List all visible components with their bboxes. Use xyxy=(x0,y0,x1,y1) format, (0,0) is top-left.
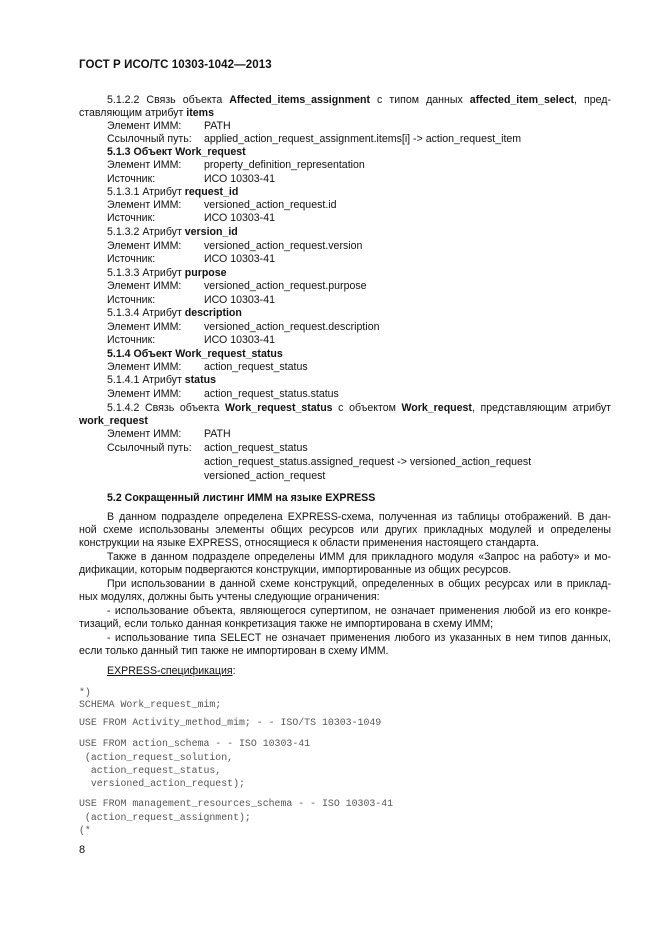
clause-text: с объектом xyxy=(332,402,402,414)
field-value: property_definition_representation xyxy=(204,159,365,171)
field-label: Источник: xyxy=(107,212,156,224)
code-line: (action_request_assignment); xyxy=(79,812,251,823)
field-value: ИСО 10303-41 xyxy=(204,173,275,185)
field-value: versioned_action_request.version xyxy=(204,240,363,252)
paragraph-line: тизаций, если только данная конкретизация также не импортирована в схему ИММ; xyxy=(79,618,494,630)
clause-text: ставляющим атрибут xyxy=(79,107,187,119)
code-line: *) xyxy=(79,687,91,698)
attribute-name: version_id xyxy=(184,226,238,238)
assignment-clause-line-1 xyxy=(79,94,611,107)
paragraph-line: - использование типа SELECT не означает применения любого из указанных в нем типов данных, xyxy=(107,632,611,644)
attribute-number: 5.1.3.1 Атрибут xyxy=(107,186,185,198)
section-heading-work-request-status: 5.1.4 Объект Work_request_status xyxy=(107,348,283,360)
field-value: PATH xyxy=(204,120,231,132)
attribute-heading xyxy=(107,267,227,280)
attribute-name: description xyxy=(184,307,242,319)
entity-name: Affected_items_assignment xyxy=(229,94,370,106)
code-line: SCHEMA Work_request_mim; xyxy=(79,699,222,710)
attribute-number: 5.1.3.4 Атрибут xyxy=(107,307,185,319)
section-heading-express-listing: 5.2 Сокращенный листинг ИММ на языке EXPRESS xyxy=(107,492,376,504)
field-label: Источник: xyxy=(107,294,156,306)
entity-name: Work_request_status xyxy=(225,402,333,414)
field-label: Элемент ИММ: xyxy=(107,240,182,252)
field-value: versioned_action_request.id xyxy=(204,199,337,211)
attribute-heading xyxy=(107,226,238,239)
field-label: Элемент ИММ: xyxy=(107,280,182,292)
field-value: applied_action_request_assignment.items[i] -> action_request_item xyxy=(204,133,522,145)
field-label: Элемент ИММ: xyxy=(107,428,182,440)
field-label: Ссылочный путь: xyxy=(107,133,192,145)
attribute-number: 5.1.3.3 Атрибут xyxy=(107,267,185,279)
field-label: Источник: xyxy=(107,253,156,265)
paragraph-line: ной схеме использованы элементы общих ресурсов или других прикладных модулей и определены xyxy=(79,524,611,536)
paragraph-line: дификации, которым подвергаются конструкции, импортированные из общих ресурсов. xyxy=(79,564,512,576)
attribute-number: 5.1.4.1 Атрибут xyxy=(107,374,185,386)
page-number: 8 xyxy=(79,844,86,856)
field-value: versioned_action_request.purpose xyxy=(204,280,367,292)
attribute-heading xyxy=(107,186,238,199)
attribute-name: work_request xyxy=(79,415,148,427)
paragraph-line: конструкции на языке EXPRESS, относящиеся к области применения настоящего стандарта. xyxy=(79,537,539,549)
code-line: (* xyxy=(79,825,91,836)
assignment-clause-line-2 xyxy=(79,107,214,120)
field-value: action_request_status.status xyxy=(204,388,339,400)
field-label: Элемент ИММ: xyxy=(107,361,182,373)
express-spec-text: EXPRESS-спецификация xyxy=(107,665,233,677)
code-line: action_request_status, xyxy=(79,765,222,776)
attribute-name: items xyxy=(186,107,214,119)
paragraph-line: В данном подразделе определена EXPRESS-схема, полученная из таблицы отображений. В дан- xyxy=(107,511,611,523)
clause-text: с типом данных xyxy=(370,94,470,106)
code-line: USE FROM Activity_method_mim; - - ISO/TS 10303-1049 xyxy=(79,717,382,728)
express-spec-label xyxy=(107,665,236,678)
reference-path-continuation: versioned_action_request xyxy=(204,470,326,482)
attribute-name: request_id xyxy=(184,186,239,198)
field-value: versioned_action_request.description xyxy=(204,321,380,333)
attribute-number: 5.1.3.2 Атрибут xyxy=(107,226,185,238)
field-label: Элемент ИММ: xyxy=(107,199,182,211)
clause-number: 5.1.4.2 Связь объекта xyxy=(107,402,226,414)
paragraph-line: ных модулях, должны быть учтены следующие ограничения: xyxy=(79,591,380,603)
attribute-heading xyxy=(107,307,242,320)
clause-text: , пред- xyxy=(574,94,612,106)
field-label: Элемент ИММ: xyxy=(107,388,182,400)
paragraph-line: если только данный тип также не импортирован в схему ИММ. xyxy=(79,645,389,657)
code-line: (action_request_solution, xyxy=(79,752,234,763)
paragraph-line: - использование объекта, являющегося супертипом, не означает применения любой из его конкре- xyxy=(107,605,611,617)
type-name: affected_item_select xyxy=(469,94,575,106)
paragraph-line: Также в данном подразделе определены ИММ для прикладного модуля «Запрос на работу» и мо- xyxy=(107,551,611,563)
field-label: Источник: xyxy=(107,334,156,346)
reference-path-continuation: action_request_status.assigned_request -> versioned_action_request xyxy=(204,456,532,468)
code-line: USE FROM management_resources_schema - - ISO 10303-41 xyxy=(79,798,394,809)
clause-text: , представляющим атрибут xyxy=(471,402,611,414)
field-label: Элемент ИММ: xyxy=(107,159,182,171)
section-heading-work-request: 5.1.3 Объект Work_request xyxy=(107,146,246,158)
attribute-heading xyxy=(107,374,216,387)
field-value: PATH xyxy=(204,428,231,440)
attribute-name: purpose xyxy=(184,267,227,279)
clause-number: 5.1.2.2 Связь объекта xyxy=(107,94,230,106)
code-line: USE FROM action_schema - - ISO 10303-41 xyxy=(79,738,311,749)
field-value: ИСО 10303-41 xyxy=(204,212,275,224)
attribute-name: status xyxy=(184,374,216,386)
field-value: ИСО 10303-41 xyxy=(204,294,275,306)
field-value: ИСО 10303-41 xyxy=(204,334,275,346)
field-value: action_request_status xyxy=(204,361,308,373)
colon: : xyxy=(232,665,236,677)
field-label: Ссылочный путь: xyxy=(107,442,192,454)
field-label: Элемент ИММ: xyxy=(107,321,182,333)
field-value: ИСО 10303-41 xyxy=(204,253,275,265)
code-line: versioned_action_request); xyxy=(79,778,245,789)
field-label: Источник: xyxy=(107,173,156,185)
entity-name: Work_request xyxy=(401,402,472,414)
standard-header: ГОСТ Р ИСО/ТС 10303-1042—2013 xyxy=(79,59,272,71)
field-label: Элемент ИММ: xyxy=(107,120,182,132)
paragraph-line: При использовании в данной схеме конструкций, определенных в общих ресурсах или в приклад- xyxy=(107,578,611,590)
relationship-clause-line-1 xyxy=(79,402,611,415)
field-value: action_request_status xyxy=(204,442,308,454)
